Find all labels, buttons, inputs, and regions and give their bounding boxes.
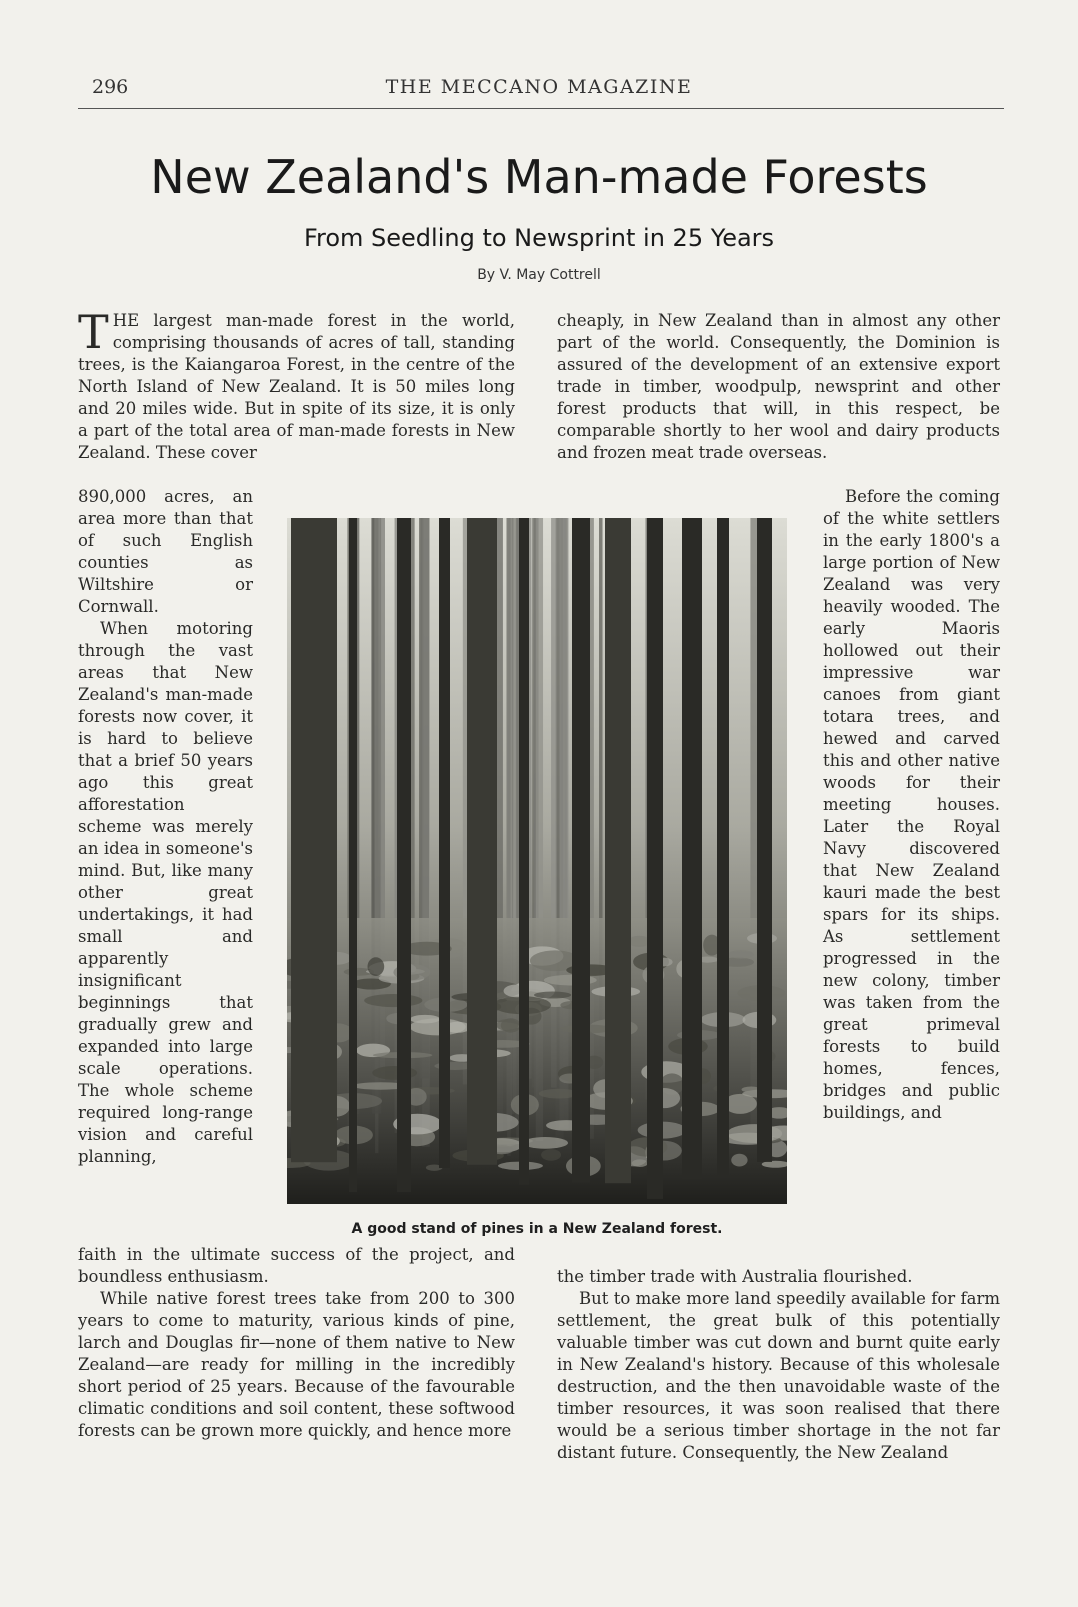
fern-frond (534, 991, 571, 998)
fern-frond (628, 936, 650, 947)
forest-photo-svg (287, 518, 787, 1204)
pine-trunk (467, 518, 497, 1165)
left-paragraph-2-cont: faith in the ultimate success of the project, and boundless enthusiasm. (78, 1245, 515, 1286)
left-paragraph-2: When motoring through the vast areas that New Zealand's man-made forests now cover, it is hard to believe that a brief 50 years ago this great afforestation scheme was merely an idea in someone's mind. But, like many other great undertakings, it had small and apparently insignificant beginnings that gradually grew and expanded into large scale operations. The whole scheme required long-range vision and careful planning, (78, 619, 253, 1166)
left-column-narrow (78, 486, 253, 1168)
pine-trunk (717, 518, 729, 1175)
article-title: New Zealand's Man-made Forests (150, 150, 928, 204)
left-column-wrap (78, 1244, 515, 1288)
pine-trunk (682, 518, 702, 1179)
right-column-bottom (557, 1288, 1000, 1464)
pine-trunk (647, 518, 663, 1199)
pine-trunk (439, 518, 450, 1168)
pine-trunk (349, 518, 357, 1192)
left-column-bottom (78, 1288, 515, 1442)
fern-frond (541, 1149, 561, 1161)
forest-photo (287, 518, 787, 1204)
right-paragraph-3: But to make more land speedily available for farm settlement, the great bulk of this potentially valuable timber was cut down and burnt quite early in New Zealand's history. Because of this wholesale destruction, and the then unavoidable waste of the timber resources, it was soon realised that there would be a serious timber shortage in the not far distant future. Consequently, the New Zealand (557, 1289, 1000, 1462)
right-paragraph-1: cheaply, in New Zealand than in almost any other part of the world. Consequently, the Dominion is assured of the development of an extensive export trade in timber, woodpulp, newsprint and other forest products that will, in this respect, be comparable shortly to her wool and dairy products and frozen meat trade overseas. (557, 311, 1000, 462)
fern-frond (523, 1137, 569, 1149)
right-paragraph-2: Before the coming of the white settlers in the early 1800's a large portion of New Zealand was very heavily wooded. The early Maoris hollowed out their impressive war canoes from giant totara trees, and hewed and carved this and other native woods for their meeting houses. Later the Royal Navy discovered that New Zealand kauri made the best spars for its ships. As settlement progressed in the new colony, timber was taken from the great primeval forests to build homes, fences, bridges and public buildings, and (823, 487, 1000, 1122)
pine-trunk (291, 518, 337, 1162)
left-column-top (78, 305, 515, 464)
fern-frond (731, 1154, 747, 1167)
fern-frond (632, 1159, 648, 1167)
photo-caption: A good stand of pines in a New Zealand forest. (351, 1221, 723, 1237)
pine-trunk (397, 518, 411, 1192)
fern-frond (727, 1124, 782, 1143)
article-byline: By V. May Cottrell (477, 267, 601, 283)
fern-frond (368, 957, 385, 976)
right-column-top (557, 310, 1000, 464)
fern-frond (496, 1019, 519, 1031)
left-paragraph-1-cont: 890,000 acres, an area more than that of such English counties as Wiltshire or Cornwall. (78, 487, 253, 616)
right-column-narrow (823, 486, 1000, 1124)
pine-trunk (519, 518, 529, 1185)
header-rule (78, 108, 1004, 109)
left-paragraph-1: HE largest man-made forest in the world, comprising thousands of acres of tall, standing trees, is the Kaiangaroa Forest, in the centre of the North Island of New Zealand. It is 50 miles long and 20 miles wide. But in spite of its size, it is only a part of the total area of man-made forests in New Zealand. These cover (78, 311, 515, 462)
fern-frond (364, 994, 422, 1007)
right-paragraph-2-cont: the timber trade with Australia flourished. (557, 1267, 913, 1286)
article-subtitle: From Seedling to Newsprint in 25 Years (303, 224, 775, 252)
pine-trunk (757, 518, 772, 1162)
left-paragraph-3: While native forest trees take from 200 to 300 years to come to maturity, various kinds of pine, larch and Douglas fir—none of them native to New Zealand—are ready for milling in the incredibly short period of 25 years. Because of the favourable climatic conditions and soil content, these softwood forests can be grown more quickly, and hence more (78, 1289, 515, 1440)
pine-trunk (572, 518, 590, 1183)
magazine-title: THE MECCANO MAGAZINE (385, 76, 693, 98)
right-column-wrap (557, 1266, 1000, 1288)
pine-trunk (605, 518, 631, 1183)
drop-cap: T (78, 305, 109, 359)
page-number: 296 (92, 76, 129, 98)
fern-frond (728, 950, 754, 958)
